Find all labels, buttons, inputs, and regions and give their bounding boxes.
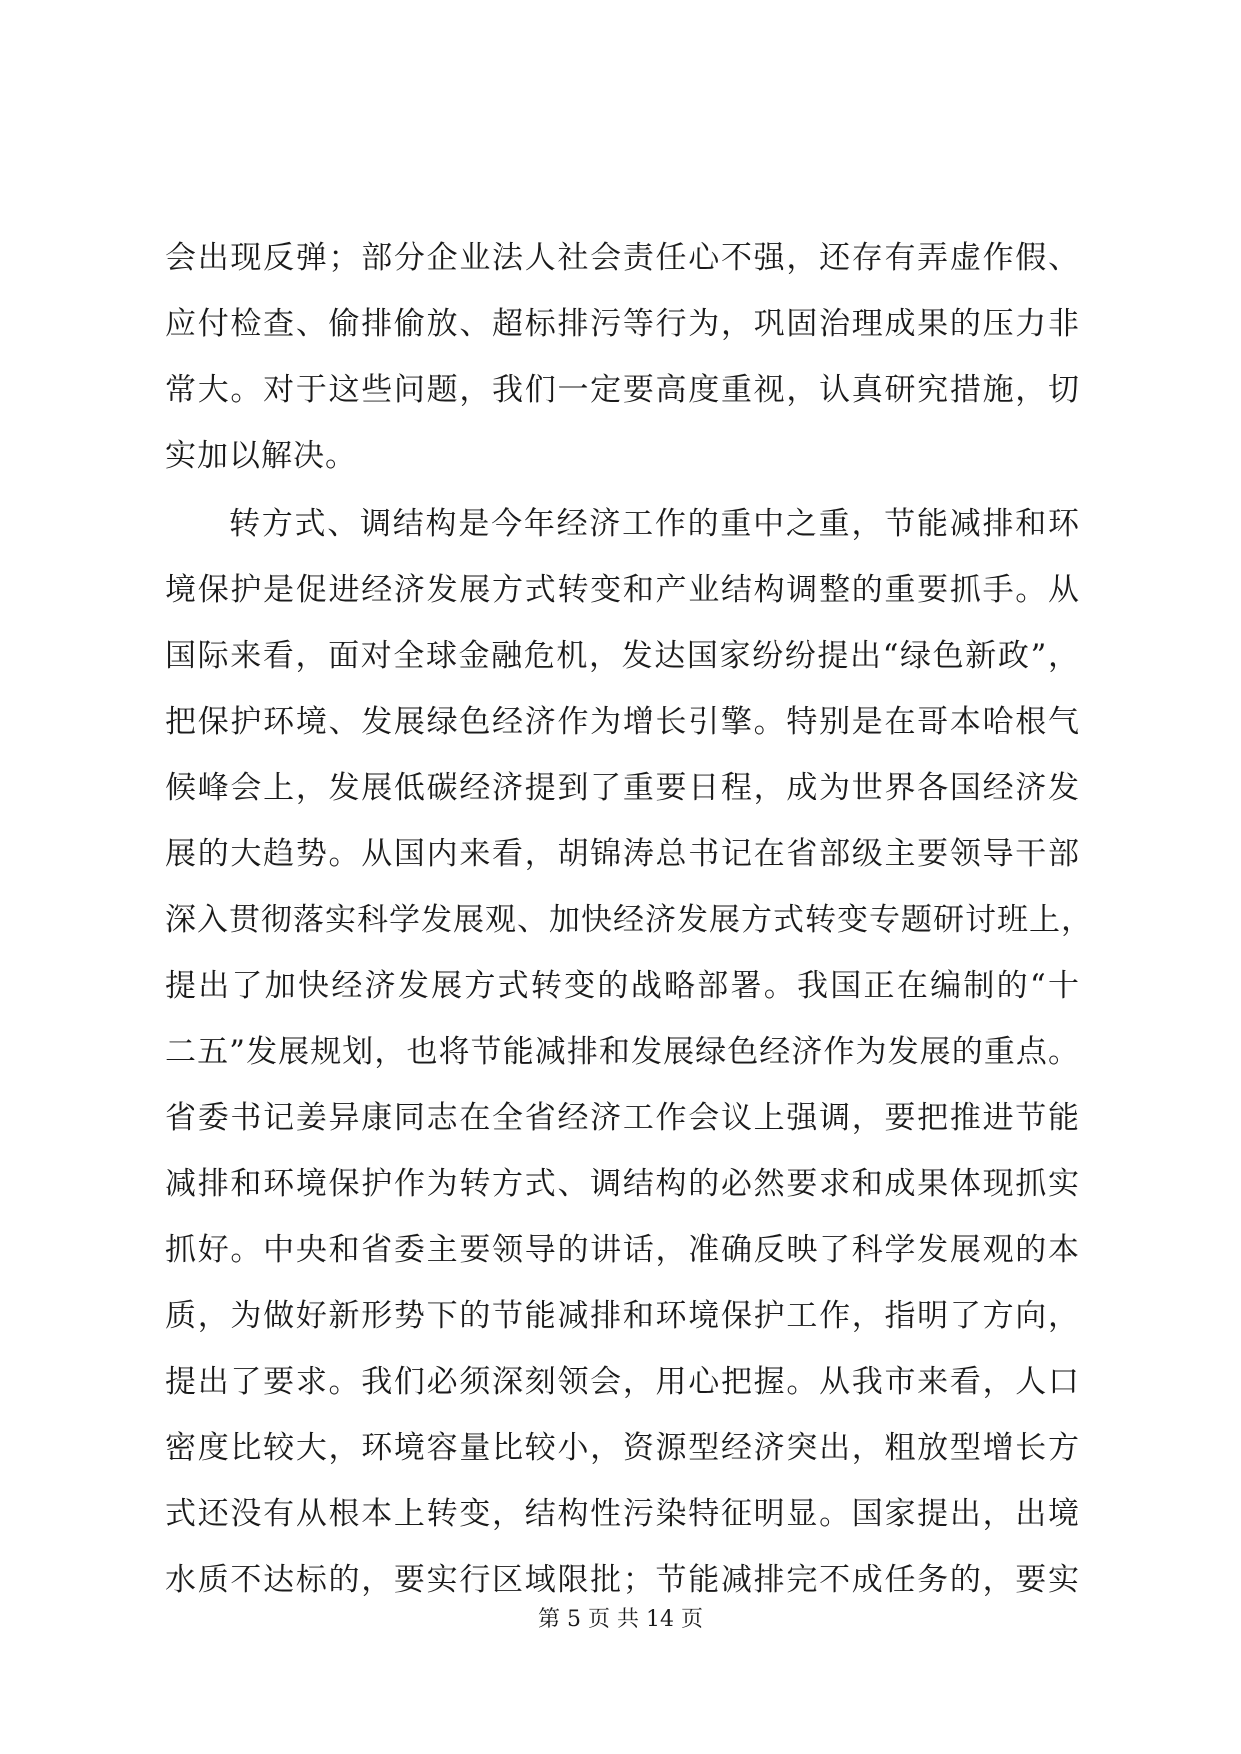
text-line: 候峰会上，发展低碳经济提到了重要日程，成为世界各国经济发 — [165, 770, 1080, 806]
text-line: 质，为做好新形势下的节能减排和环境保护工作，指明了方向， — [165, 1298, 1080, 1334]
text-line: 提出了加快经济发展方式转变的战略部署。我国正在编制的“十 — [165, 968, 1080, 1004]
text-line: 实加以解决。 — [165, 438, 357, 474]
text-line: 应付检查、偷排偷放、超标排污等行为，巩固治理成果的压力非 — [165, 306, 1080, 342]
text-line: 式还没有从根本上转变，结构性污染特征明显。国家提出，出境 — [165, 1496, 1080, 1532]
text-line: 提出了要求。我们必须深刻领会，用心把握。从我市来看，人口 — [165, 1364, 1080, 1400]
page-number-footer: 第 5 页 共 14 页 — [538, 1607, 703, 1632]
text-line: 国际来看，面对全球金融危机，发达国家纷纷提出“绿色新政”， — [165, 638, 1080, 674]
text-line: 转方式、调结构是今年经济工作的重中之重，节能减排和环 — [229, 506, 1080, 542]
text-line: 把保护环境、发展绿色经济作为增长引擎。特别是在哥本哈根气 — [165, 704, 1080, 740]
text-line: 会出现反弹；部分企业法人社会责任心不强，还存有弄虚作假、 — [165, 240, 1080, 276]
text-line: 省委书记姜异康同志在全省经济工作会议上强调，要把推进节能 — [165, 1100, 1080, 1136]
text-line: 境保护是促进经济发展方式转变和产业结构调整的重要抓手。从 — [165, 572, 1080, 608]
text-line: 抓好。中央和省委主要领导的讲话，准确反映了科学发展观的本 — [165, 1232, 1080, 1268]
text-line: 展的大趋势。从国内来看，胡锦涛总书记在省部级主要领导干部 — [165, 836, 1080, 872]
text-line: 常大。对于这些问题，我们一定要高度重视，认真研究措施，切 — [165, 372, 1080, 408]
text-line: 深入贯彻落实科学发展观、加快经济发展方式转变专题研讨班上， — [165, 902, 1093, 938]
text-line: 二五”发展规划，也将节能减排和发展绿色经济作为发展的重点。 — [165, 1034, 1080, 1070]
text-line: 密度比较大，环境容量比较小，资源型经济突出，粗放型增长方 — [165, 1430, 1080, 1466]
text-line: 减排和环境保护作为转方式、调结构的必然要求和成果体现抓实 — [165, 1166, 1080, 1202]
text-line: 水质不达标的，要实行区域限批；节能减排完不成任务的，要实 — [165, 1562, 1080, 1598]
body-text — [165, 225, 1093, 1613]
